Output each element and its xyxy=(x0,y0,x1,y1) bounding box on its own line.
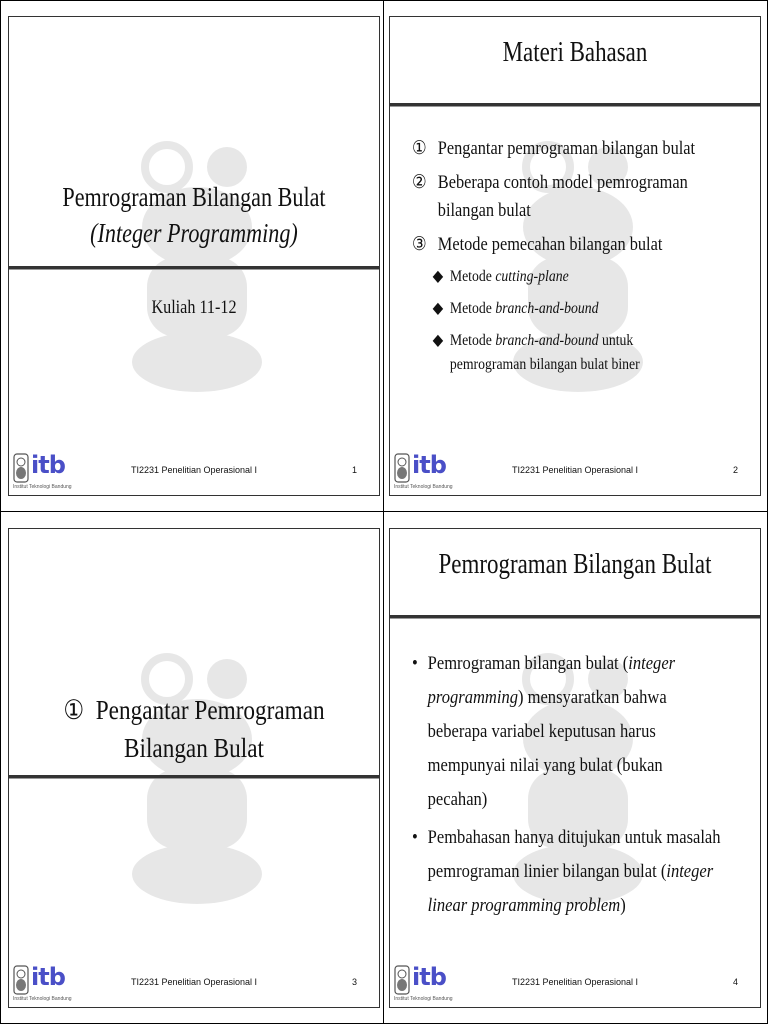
slide-1 xyxy=(8,16,380,496)
list-item: ① Pengantar pemrograman bilangan bulat xyxy=(412,138,696,159)
slide-2 xyxy=(389,16,761,496)
page-number: 1 xyxy=(351,465,357,475)
title-rule xyxy=(390,103,760,107)
logo-text: itb xyxy=(412,451,446,479)
sub-list-item: ◆ Metode branch-and-bound xyxy=(412,297,704,321)
list-item: ② Beberapa contoh model pemrograman bilangan bulat xyxy=(412,172,688,221)
list-item: • Pemrograman bilangan bulat (integer programming) mensyaratkan bahwa beberapa variabel keputusan harus mempunyai nilai yang bulat (bukan pecahan) xyxy=(412,647,721,817)
title-rule xyxy=(390,615,760,619)
topic-list xyxy=(412,135,704,385)
page-number: 3 xyxy=(351,977,357,987)
slide-1-kuliah: Kuliah 11-12 xyxy=(151,297,237,318)
slide-1-title: Pemrograman Bilangan Bulat (Integer Programming) xyxy=(42,179,345,251)
course-name: TI2231 Penelitian Operasional I xyxy=(511,977,639,987)
sub-list-item: ◆ Metode branch-and-bound untuk pemrograman bilangan bulat biner xyxy=(412,329,704,377)
diamond-bullet-icon: ◆ xyxy=(432,332,444,349)
slide-4-title: Pemrograman Bilangan Bulat xyxy=(438,549,712,580)
list-item: ③ Metode pemecahan bilangan bulat xyxy=(412,234,663,255)
slide-4 xyxy=(389,528,761,1008)
course-name: TI2231 Penelitian Operasional I xyxy=(511,465,639,475)
slide-footer xyxy=(9,447,379,495)
slide-3 xyxy=(8,528,380,1008)
logo-subtext: Institut Teknologi Bandung xyxy=(13,996,72,1002)
slide-footer xyxy=(9,959,379,1007)
logo-text: itb xyxy=(31,451,65,479)
slide-2-title: Materi Bahasan xyxy=(502,37,648,68)
list-item: • Pembahasan hanya ditujukan untuk masalah pemrograman linier bilangan bulat (integer linear programming problem) xyxy=(412,821,721,923)
watermark-ganesha-icon xyxy=(127,649,267,909)
title-rule xyxy=(9,775,379,779)
logo-subtext: Institut Teknologi Bandung xyxy=(13,484,72,490)
sub-list-item: ◆ Metode cutting-plane xyxy=(412,265,704,289)
logo-subtext: Institut Teknologi Bandung xyxy=(394,996,453,1002)
slide-footer xyxy=(390,959,760,1007)
slide-1-subtitle: (Integer Programming) xyxy=(90,218,298,248)
grid-divider-vertical xyxy=(383,0,384,1024)
course-name: TI2231 Penelitian Operasional I xyxy=(130,465,258,475)
page-number: 4 xyxy=(732,977,738,987)
bullet-dot-icon: • xyxy=(412,827,418,848)
bullet-dot-icon: • xyxy=(412,653,418,674)
logo-text: itb xyxy=(412,963,446,991)
grid-divider-horizontal xyxy=(0,511,768,512)
course-name: TI2231 Penelitian Operasional I xyxy=(130,977,258,987)
slide-3-title: ① Pengantar Pemrograman Bilangan Bulat xyxy=(63,695,325,763)
diamond-bullet-icon: ◆ xyxy=(432,268,444,285)
page-number: 2 xyxy=(732,465,738,475)
diamond-bullet-icon: ◆ xyxy=(432,300,444,317)
bullet-list xyxy=(412,647,721,927)
logo-text: itb xyxy=(31,963,65,991)
title-rule xyxy=(9,266,379,270)
slide-footer xyxy=(390,447,760,495)
logo-subtext: Institut Teknologi Bandung xyxy=(394,484,453,490)
